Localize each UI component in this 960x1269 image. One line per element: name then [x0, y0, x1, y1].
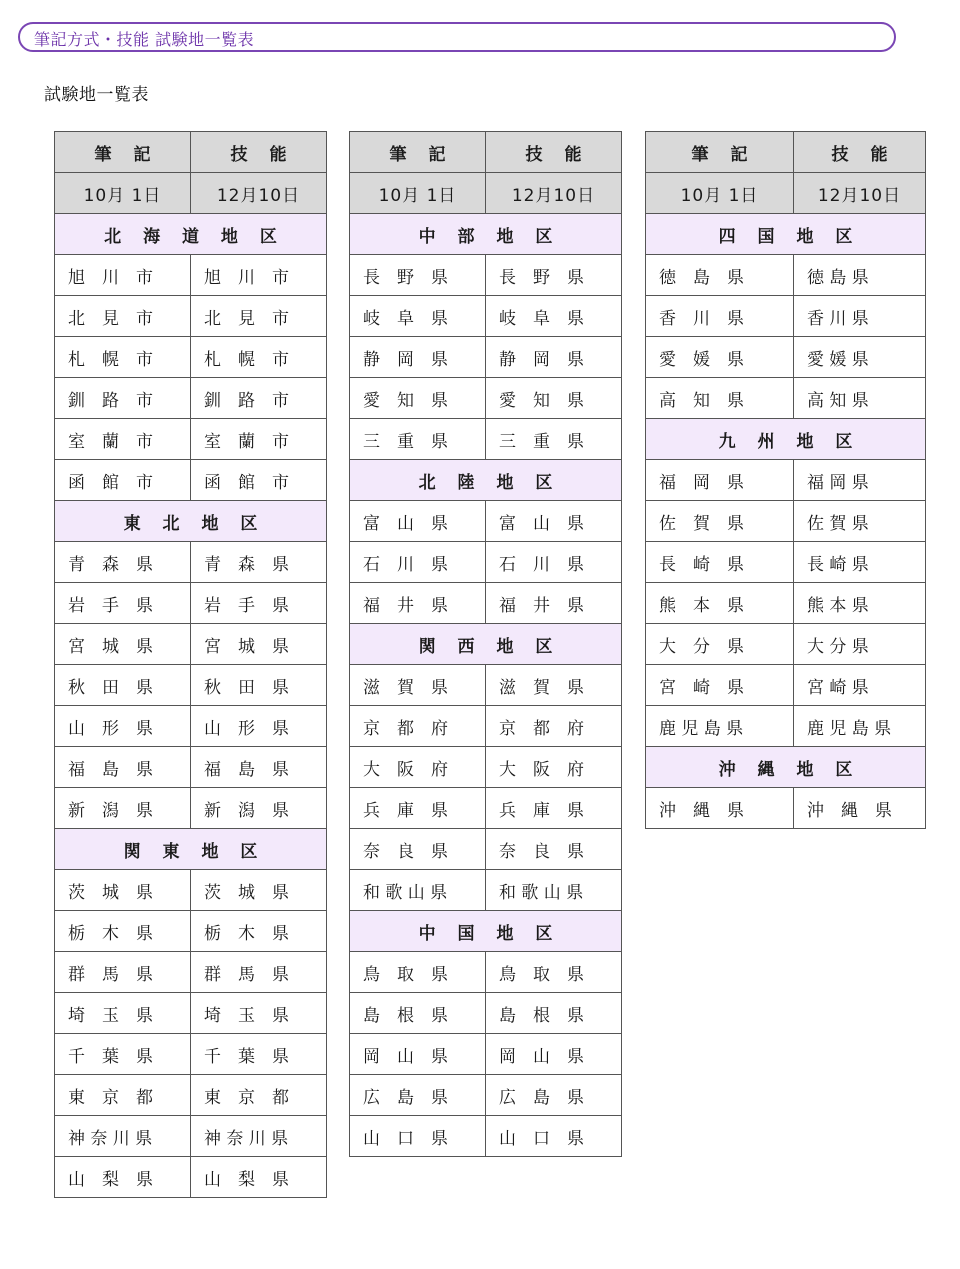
- skill-header: 技 能: [794, 132, 926, 173]
- written-site: 山 梨 県: [55, 1157, 191, 1198]
- skill-date: 12月10日: [486, 173, 622, 214]
- skill-site: 熊 本 県: [794, 583, 926, 624]
- skill-site: 栃 木 県: [191, 911, 327, 952]
- skill-site: 岩 手 県: [191, 583, 327, 624]
- region-label: 北 海 道 地 区: [55, 214, 327, 255]
- skill-site: 神 奈 川 県: [191, 1116, 327, 1157]
- written-site: 奈 良 県: [350, 829, 486, 870]
- table-row: [55, 1157, 327, 1198]
- written-site: 島 根 県: [350, 993, 486, 1034]
- written-site: 熊 本 県: [646, 583, 794, 624]
- written-header: 筆 記: [350, 132, 486, 173]
- region-header-row: [646, 747, 926, 788]
- written-site: 長 崎 県: [646, 542, 794, 583]
- written-date: 10月 1日: [646, 173, 794, 214]
- table-row: [646, 624, 926, 665]
- skill-site: 高 知 県: [794, 378, 926, 419]
- skill-site: 大 分 県: [794, 624, 926, 665]
- written-site: 鳥 取 県: [350, 952, 486, 993]
- written-site: 和 歌 山 県: [350, 870, 486, 911]
- table-row: [55, 706, 327, 747]
- skill-site: 埼 玉 県: [191, 993, 327, 1034]
- written-site: 富 山 県: [350, 501, 486, 542]
- table-row: [350, 501, 622, 542]
- skill-site: 室 蘭 市: [191, 419, 327, 460]
- header-row: [55, 132, 327, 173]
- skill-site: 長 野 県: [486, 255, 622, 296]
- written-site: 静 岡 県: [350, 337, 486, 378]
- table-row: [55, 788, 327, 829]
- written-site: 高 知 県: [646, 378, 794, 419]
- skill-site: 鳥 取 県: [486, 952, 622, 993]
- table-row: [55, 296, 327, 337]
- written-date: 10月 1日: [350, 173, 486, 214]
- skill-site: 香 川 県: [794, 296, 926, 337]
- skill-site: 旭 川 市: [191, 255, 327, 296]
- skill-site: 函 館 市: [191, 460, 327, 501]
- table-row: [646, 460, 926, 501]
- skill-site: 長 崎 県: [794, 542, 926, 583]
- region-header-row: [55, 214, 327, 255]
- skill-site: 釧 路 市: [191, 378, 327, 419]
- written-site: 千 葉 県: [55, 1034, 191, 1075]
- table-row: [350, 1075, 622, 1116]
- written-site: 札 幌 市: [55, 337, 191, 378]
- table-row: [350, 337, 622, 378]
- region-label: 東 北 地 区: [55, 501, 327, 542]
- skill-header: 技 能: [191, 132, 327, 173]
- skill-site: 宮 崎 県: [794, 665, 926, 706]
- region-label: 関 西 地 区: [350, 624, 622, 665]
- written-site: 愛 知 県: [350, 378, 486, 419]
- title-banner: [18, 22, 896, 52]
- table-row: [55, 870, 327, 911]
- table-row: [646, 665, 926, 706]
- table-row: [55, 255, 327, 296]
- skill-site: 静 岡 県: [486, 337, 622, 378]
- table-row: [55, 542, 327, 583]
- skill-site: 三 重 県: [486, 419, 622, 460]
- skill-site: 和 歌 山 県: [486, 870, 622, 911]
- exam-site-table-1: [54, 131, 327, 1198]
- skill-site: 茨 城 県: [191, 870, 327, 911]
- skill-site: 愛 媛 県: [794, 337, 926, 378]
- written-site: 神 奈 川 県: [55, 1116, 191, 1157]
- written-site: 広 島 県: [350, 1075, 486, 1116]
- written-site: 長 野 県: [350, 255, 486, 296]
- written-site: 室 蘭 市: [55, 419, 191, 460]
- table-row: [55, 583, 327, 624]
- table-row: [55, 747, 327, 788]
- written-site: 釧 路 市: [55, 378, 191, 419]
- header-row: [646, 132, 926, 173]
- written-site: 旭 川 市: [55, 255, 191, 296]
- written-site: 宮 崎 県: [646, 665, 794, 706]
- skill-date: 12月10日: [794, 173, 926, 214]
- skill-site: 広 島 県: [486, 1075, 622, 1116]
- table-row: [350, 706, 622, 747]
- page-subtitle: 試験地一覧表: [44, 85, 149, 105]
- written-site: 北 見 市: [55, 296, 191, 337]
- skill-site: 山 梨 県: [191, 1157, 327, 1198]
- written-site: 福 岡 県: [646, 460, 794, 501]
- written-header: 筆 記: [646, 132, 794, 173]
- table-row: [646, 501, 926, 542]
- written-site: 栃 木 県: [55, 911, 191, 952]
- table-row: [55, 665, 327, 706]
- written-site: 大 阪 府: [350, 747, 486, 788]
- table-row: [646, 337, 926, 378]
- region-header-row: [350, 911, 622, 952]
- skill-site: 岡 山 県: [486, 1034, 622, 1075]
- written-site: 宮 城 県: [55, 624, 191, 665]
- region-label: 中 部 地 区: [350, 214, 622, 255]
- skill-site: 北 見 市: [191, 296, 327, 337]
- written-site: 愛 媛 県: [646, 337, 794, 378]
- skill-site: 沖 縄 県: [794, 788, 926, 829]
- written-site: 三 重 県: [350, 419, 486, 460]
- table-row: [350, 419, 622, 460]
- table-row: [350, 665, 622, 706]
- written-site: 大 分 県: [646, 624, 794, 665]
- written-site: 徳 島 県: [646, 255, 794, 296]
- skill-site: 札 幌 市: [191, 337, 327, 378]
- table-row: [646, 296, 926, 337]
- header-row: [350, 132, 622, 173]
- date-row: [350, 173, 622, 214]
- table-row: [55, 624, 327, 665]
- table-row: [350, 788, 622, 829]
- table-row: [55, 911, 327, 952]
- region-header-row: [646, 214, 926, 255]
- written-site: 秋 田 県: [55, 665, 191, 706]
- skill-site: 福 井 県: [486, 583, 622, 624]
- skill-site: 富 山 県: [486, 501, 622, 542]
- skill-site: 東 京 都: [191, 1075, 327, 1116]
- skill-site: 愛 知 県: [486, 378, 622, 419]
- date-row: [646, 173, 926, 214]
- written-site: 沖 縄 県: [646, 788, 794, 829]
- table-row: [55, 1034, 327, 1075]
- table-row: [350, 952, 622, 993]
- banner-title: 筆記方式・技能 試験地一覧表: [34, 30, 255, 49]
- written-site: 函 館 市: [55, 460, 191, 501]
- skill-site: 群 馬 県: [191, 952, 327, 993]
- table-row: [646, 788, 926, 829]
- written-site: 埼 玉 県: [55, 993, 191, 1034]
- table-row: [646, 378, 926, 419]
- table-row: [55, 378, 327, 419]
- table-row: [350, 993, 622, 1034]
- written-header: 筆 記: [55, 132, 191, 173]
- written-site: 茨 城 県: [55, 870, 191, 911]
- table-row: [350, 1116, 622, 1157]
- region-label: 沖 縄 地 区: [646, 747, 926, 788]
- skill-site: 岐 阜 県: [486, 296, 622, 337]
- skill-site: 佐 賀 県: [794, 501, 926, 542]
- written-date: 10月 1日: [55, 173, 191, 214]
- table-row: [55, 993, 327, 1034]
- skill-site: 石 川 県: [486, 542, 622, 583]
- table-row: [55, 1116, 327, 1157]
- written-site: 山 口 県: [350, 1116, 486, 1157]
- table-row: [350, 378, 622, 419]
- table-row: [350, 583, 622, 624]
- skill-site: 千 葉 県: [191, 1034, 327, 1075]
- table-row: [55, 337, 327, 378]
- skill-site: 滋 賀 県: [486, 665, 622, 706]
- written-site: 群 馬 県: [55, 952, 191, 993]
- written-site: 岩 手 県: [55, 583, 191, 624]
- written-site: 福 井 県: [350, 583, 486, 624]
- table-row: [646, 542, 926, 583]
- skill-date: 12月10日: [191, 173, 327, 214]
- skill-site: 鹿 児 島 県: [794, 706, 926, 747]
- table-row: [350, 747, 622, 788]
- table-row: [350, 255, 622, 296]
- skill-site: 青 森 県: [191, 542, 327, 583]
- exam-site-table-2: [349, 131, 622, 1157]
- region-header-row: [55, 829, 327, 870]
- table-row: [350, 829, 622, 870]
- written-site: 京 都 府: [350, 706, 486, 747]
- region-header-row: [350, 214, 622, 255]
- region-header-row: [646, 419, 926, 460]
- written-site: 新 潟 県: [55, 788, 191, 829]
- written-site: 佐 賀 県: [646, 501, 794, 542]
- table-row: [350, 870, 622, 911]
- skill-site: 奈 良 県: [486, 829, 622, 870]
- skill-site: 大 阪 府: [486, 747, 622, 788]
- written-site: 福 島 県: [55, 747, 191, 788]
- table-row: [350, 542, 622, 583]
- region-header-row: [350, 624, 622, 665]
- region-label: 中 国 地 区: [350, 911, 622, 952]
- written-site: 山 形 県: [55, 706, 191, 747]
- table-row: [55, 952, 327, 993]
- date-row: [55, 173, 327, 214]
- written-site: 鹿 児 島 県: [646, 706, 794, 747]
- skill-site: 山 口 県: [486, 1116, 622, 1157]
- skill-site: 福 岡 県: [794, 460, 926, 501]
- region-label: 北 陸 地 区: [350, 460, 622, 501]
- skill-site: 京 都 府: [486, 706, 622, 747]
- skill-site: 徳 島 県: [794, 255, 926, 296]
- region-header-row: [350, 460, 622, 501]
- written-site: 岐 阜 県: [350, 296, 486, 337]
- written-site: 東 京 都: [55, 1075, 191, 1116]
- table-row: [646, 583, 926, 624]
- written-site: 滋 賀 県: [350, 665, 486, 706]
- skill-site: 山 形 県: [191, 706, 327, 747]
- skill-site: 福 島 県: [191, 747, 327, 788]
- region-label: 九 州 地 区: [646, 419, 926, 460]
- table-row: [55, 460, 327, 501]
- written-site: 石 川 県: [350, 542, 486, 583]
- skill-site: 兵 庫 県: [486, 788, 622, 829]
- skill-header: 技 能: [486, 132, 622, 173]
- table-row: [646, 706, 926, 747]
- written-site: 兵 庫 県: [350, 788, 486, 829]
- table-row: [350, 1034, 622, 1075]
- region-label: 四 国 地 区: [646, 214, 926, 255]
- table-row: [55, 1075, 327, 1116]
- table-row: [55, 419, 327, 460]
- region-header-row: [55, 501, 327, 542]
- skill-site: 宮 城 県: [191, 624, 327, 665]
- skill-site: 秋 田 県: [191, 665, 327, 706]
- table-row: [646, 255, 926, 296]
- region-label: 関 東 地 区: [55, 829, 327, 870]
- table-row: [350, 296, 622, 337]
- written-site: 青 森 県: [55, 542, 191, 583]
- skill-site: 島 根 県: [486, 993, 622, 1034]
- exam-site-table-3: [645, 131, 926, 829]
- skill-site: 新 潟 県: [191, 788, 327, 829]
- written-site: 香 川 県: [646, 296, 794, 337]
- written-site: 岡 山 県: [350, 1034, 486, 1075]
